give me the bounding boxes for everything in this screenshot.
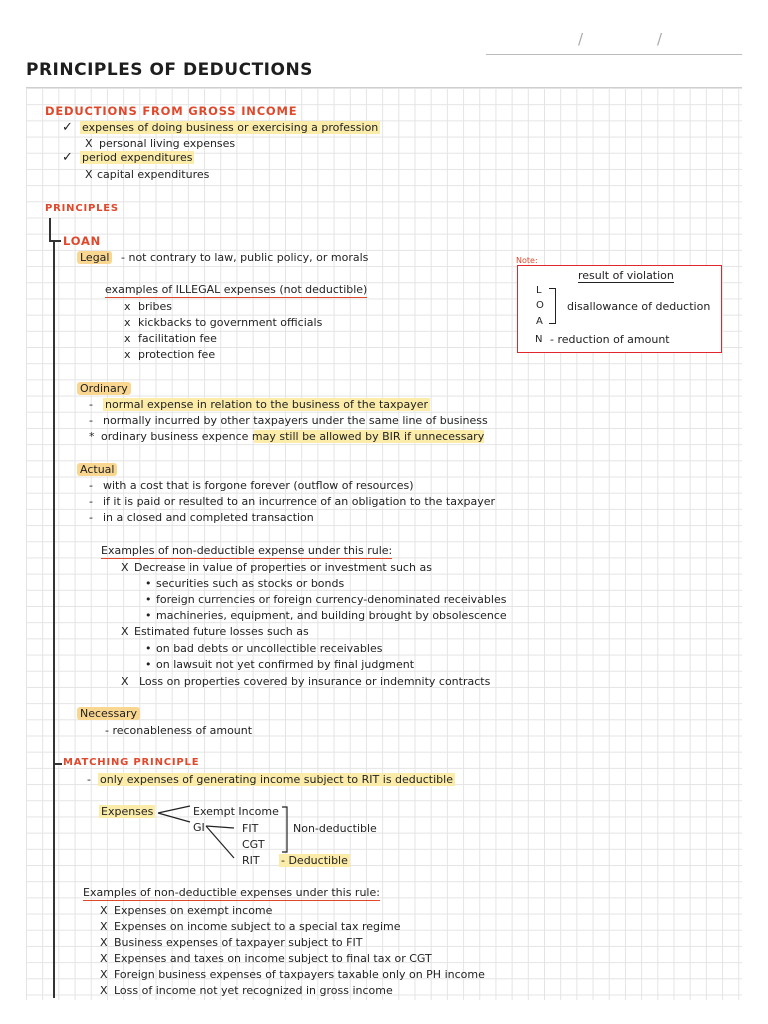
dash-mark: - xyxy=(89,495,93,508)
diagram-non-deductible: Non-deductible xyxy=(293,822,377,835)
x-mark: X xyxy=(85,168,93,181)
actual-label: Actual xyxy=(77,463,117,476)
diagram-expenses: Expenses xyxy=(101,805,154,818)
legal-example: kickbacks to government officials xyxy=(138,316,323,329)
actual-example: on bad debts or uncollectible receivables xyxy=(156,642,383,655)
date-slash-1: / xyxy=(578,30,584,48)
actual-example: securities such as stocks or bonds xyxy=(156,577,345,590)
matching-example: Foreign business expenses of taxpayers taxable only on PH income xyxy=(114,968,485,981)
bullet-mark: • xyxy=(145,577,152,590)
necessary-label: Necessary xyxy=(77,707,140,720)
actual-example: Loss on properties covered by insurance or indemnity contracts xyxy=(139,675,491,688)
x-mark: x xyxy=(124,300,131,313)
actual-example: foreign currencies or foreign currency-denominated receivables xyxy=(156,593,507,606)
ordinary-item: normally incurred by other taxpayers under the same line of business xyxy=(103,414,488,427)
x-mark: X xyxy=(121,561,129,574)
page-title: PRINCIPLES OF DEDUCTIONS xyxy=(26,60,313,80)
legal-examples-heading: examples of ILLEGAL expenses (not deductible) xyxy=(105,283,368,296)
legal-desc: - not contrary to law, public policy, or morals xyxy=(121,251,369,264)
date-slash-2: / xyxy=(657,30,663,48)
matching-example: Business expenses of taxpayer subject to FIT xyxy=(114,936,363,949)
matching-examples-heading: Examples of non-deductible expenses under this rule: xyxy=(83,886,380,899)
note-letter: O xyxy=(536,300,544,311)
x-mark: X xyxy=(100,984,108,997)
actual-example: Decrease in value of properties or investment such as xyxy=(134,561,432,574)
dash-mark: - xyxy=(89,398,93,411)
matching-item: only expenses of generating income subject to RIT is deductible xyxy=(100,773,453,786)
diagram-deductible: - Deductible xyxy=(281,854,348,867)
bullet-mark: • xyxy=(145,658,152,671)
x-mark: X xyxy=(100,920,108,933)
matching-example: Loss of income not yet recognized in gross income xyxy=(114,984,393,997)
note-letter: N xyxy=(535,334,543,345)
deduction-item: personal living expenses xyxy=(99,137,236,150)
actual-example: machineries, equipment, and building brought by obsolescence xyxy=(156,609,507,622)
legal-example: protection fee xyxy=(138,348,216,361)
tree-branch-loan xyxy=(49,240,61,242)
tree-line-top xyxy=(49,218,51,240)
note-effect2: - reduction of amount xyxy=(550,333,670,346)
dash-mark: - xyxy=(89,511,93,524)
deduction-item: capital expenditures xyxy=(97,168,210,181)
note-header: result of violation xyxy=(578,269,674,282)
x-mark: X xyxy=(85,137,93,150)
legal-example: facilitation fee xyxy=(138,332,217,345)
dash-mark: - xyxy=(89,479,93,492)
x-mark: X xyxy=(100,952,108,965)
bullet-mark: • xyxy=(145,609,152,622)
note-letter: A xyxy=(536,316,543,327)
note-letter: L xyxy=(536,285,542,296)
actual-item: if it is paid or resulted to an incurrence of an obligation to the taxpayer xyxy=(103,495,496,508)
actual-examples-heading: Examples of non-deductible expense under this rule: xyxy=(101,544,393,557)
diagram-exempt: Exempt Income xyxy=(193,805,279,818)
actual-example: on lawsuit not yet confirmed by final judgment xyxy=(156,658,415,671)
x-mark: x xyxy=(124,348,131,361)
legal-label: Legal xyxy=(77,251,112,264)
principles-heading: PRINCIPLES xyxy=(45,203,119,214)
dash-mark: - xyxy=(89,414,93,427)
tree-branch-matching xyxy=(53,763,62,765)
x-mark: X xyxy=(100,968,108,981)
matching-example: Expenses on income subject to a special tax regime xyxy=(114,920,401,933)
matching-heading: MATCHING PRINCIPLE xyxy=(63,757,200,768)
x-mark: x xyxy=(124,332,131,345)
tree-line-main xyxy=(53,240,55,998)
deduction-item: expenses of doing business or exercising a profession xyxy=(82,121,379,134)
ordinary-item: ordinary business expence may still be allowed by BIR if unnecessary xyxy=(101,430,485,443)
legal-example: bribes xyxy=(138,300,173,313)
matching-example: Expenses on exempt income xyxy=(114,904,273,917)
note-effect1: disallowance of deduction xyxy=(567,300,711,313)
bullet-mark: • xyxy=(145,642,152,655)
x-mark: X xyxy=(121,675,129,688)
check-mark-icon: ✓ xyxy=(62,150,73,165)
ordinary-label: Ordinary xyxy=(77,382,131,395)
loan-heading: LOAN xyxy=(63,234,102,248)
deduction-item: period expenditures xyxy=(82,151,193,164)
x-mark: X xyxy=(100,936,108,949)
diagram-cgt: CGT xyxy=(242,838,265,851)
actual-item: with a cost that is forgone forever (outflow of resources) xyxy=(103,479,414,492)
x-mark: X xyxy=(100,904,108,917)
bullet-mark: • xyxy=(145,593,152,606)
dash-mark: - xyxy=(87,773,91,786)
note-label: Note: xyxy=(516,256,538,265)
check-mark-icon: ✓ xyxy=(62,120,73,135)
diagram-fit: FIT xyxy=(242,822,259,835)
note-bracket xyxy=(549,288,556,324)
ordinary-item: normal expense in relation to the business of the taxpayer xyxy=(105,398,429,411)
deductions-heading: DEDUCTIONS FROM GROSS INCOME xyxy=(45,104,298,118)
x-mark: X xyxy=(121,625,129,638)
x-mark: x xyxy=(124,316,131,329)
actual-item: in a closed and completed transaction xyxy=(103,511,314,524)
diagram-rit: RIT xyxy=(242,854,260,867)
date-line xyxy=(486,54,742,55)
diagram-gi: GI xyxy=(193,821,205,834)
matching-example: Expenses and taxes on income subject to final tax or CGT xyxy=(114,952,432,965)
actual-example: Estimated future losses such as xyxy=(134,625,309,638)
necessary-item: - reconableness of amount xyxy=(105,724,253,737)
star-mark: * xyxy=(89,430,95,443)
